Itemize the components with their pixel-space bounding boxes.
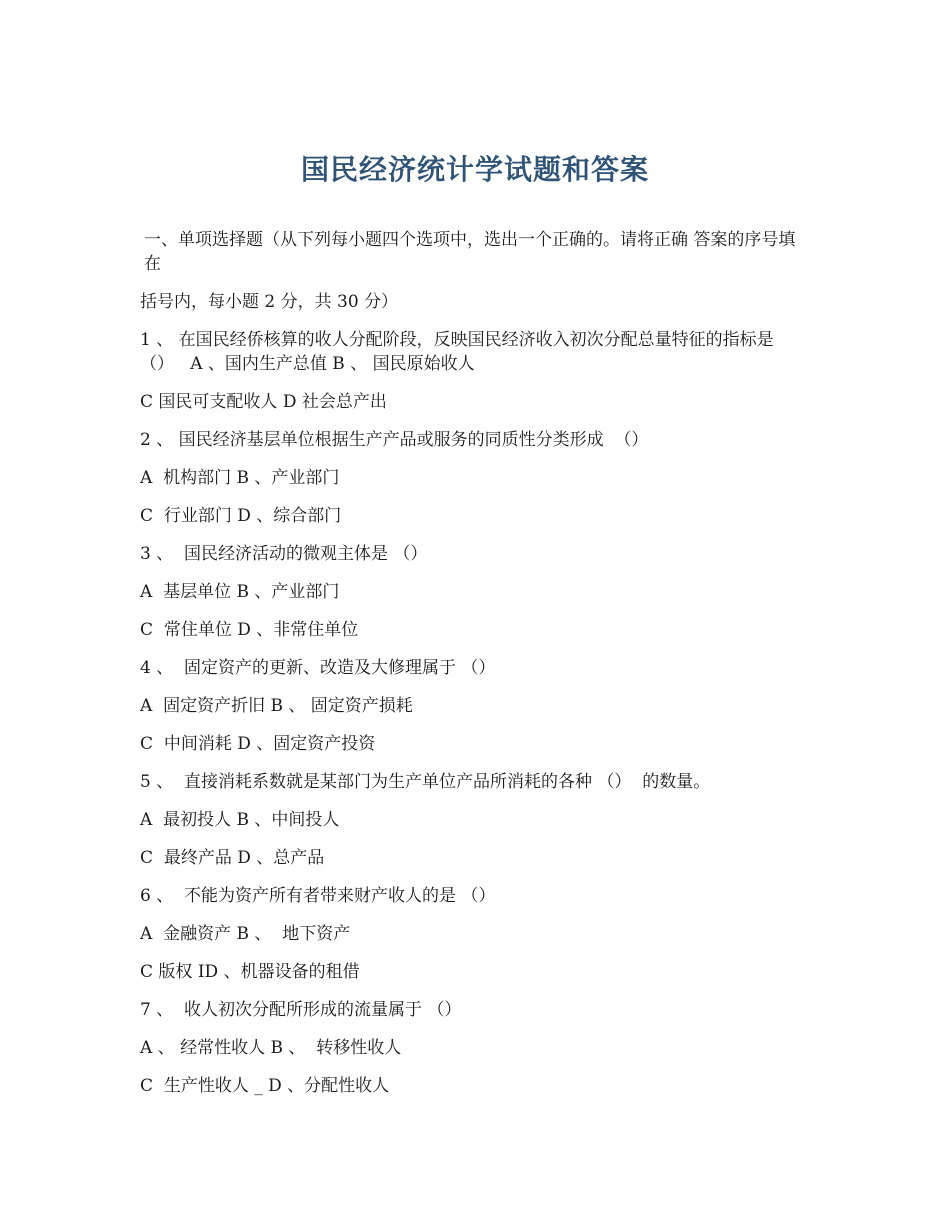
question-2-options-ab: A 机构部门 B 、产业部门 [140, 468, 340, 488]
question-6-options-cd: C 版权 ID 、机器设备的租借 [140, 962, 360, 982]
question-4-options-ab: A 固定资产折旧 B 、 固定资产损耗 [140, 696, 413, 716]
question-2-options-cd: C 行业部门 D 、综合部门 [140, 506, 342, 526]
question-5: 5 、 直接消耗系数就是某部门为生产单位产品所消耗的各种 （） 的数量。 [140, 772, 711, 792]
question-4-options-cd: C 中间消耗 D 、固定资产投资 [140, 734, 376, 754]
question-7-options-ab: A 、 经常性收人 B 、 转移性收人 [140, 1038, 402, 1058]
question-6-options-ab: A 金融资产 B 、 地下资产 [140, 924, 351, 944]
question-3: 3 、 国民经济活动的微观主体是 （） [140, 544, 428, 564]
section-heading-cont: 括号内，每小题 2 分，共 30 分） [140, 292, 399, 312]
question-1-options: C 国民可支配收人 D 社会总产出 [140, 392, 387, 412]
question-2: 2 、 国民经济基层单位根据生产产品或服务的同质性分类形成 （） [140, 430, 649, 450]
question-7-options-cd: C 生产性收人 _ D 、分配性收人 [140, 1076, 390, 1096]
question-6: 6 、 不能为资产所有者带来财产收人的是 （） [140, 886, 496, 906]
question-5-options-ab: A 最初投人 B 、中间投人 [140, 810, 340, 830]
question-5-options-cd: C 最终产品 D 、总产品 [140, 848, 325, 868]
question-3-options-ab: A 基层单位 B 、产业部门 [140, 582, 340, 602]
question-4: 4 、 固定资产的更新、改造及大修理属于 （） [140, 658, 496, 678]
question-3-options-cd: C 常住单位 D 、非常住单位 [140, 620, 359, 640]
section-heading: 一、单项选择题（从下列每小题四个选项中，选出一个正确的。请将正确 答案的序号填在 [144, 230, 796, 274]
question-1: 1 、 在国民经侨核算的收人分配阶段，反映国民经济收入初次分配总量特征的指标是 （） A 、国内生产总值 B 、 国民原始收人 [140, 330, 780, 374]
document-title: 国民经济统计学试题和答案 [300, 153, 649, 186]
document-body [140, 228, 810, 1112]
question-7: 7 、 收人初次分配所形成的流量属于 （） [140, 1000, 462, 1020]
